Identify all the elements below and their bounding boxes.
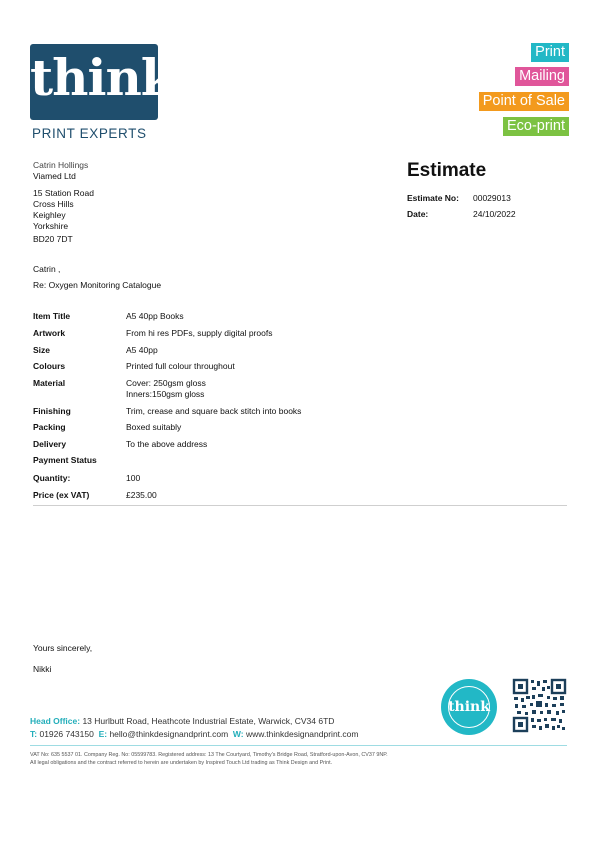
recipient-name: Catrin Hollings — [33, 160, 89, 170]
address-postcode: BD20 7DT — [33, 234, 73, 244]
telephone-number: 01926 743150 — [39, 729, 94, 739]
section-divider — [33, 505, 567, 506]
address-line: Keighley — [33, 210, 66, 220]
detail-value: Boxed suitably — [126, 422, 182, 432]
telephone-label: T: — [30, 729, 38, 739]
detail-label: Packing — [33, 422, 66, 432]
signature: Nikki — [33, 664, 52, 674]
recipient-company: Viamed Ltd — [33, 171, 76, 181]
qr-code — [512, 678, 567, 733]
address-line: Yorkshire — [33, 221, 69, 231]
closing: Yours sincerely, — [33, 643, 93, 653]
badge-wordmark: think — [448, 699, 490, 715]
detail-value: £235.00 — [126, 490, 157, 500]
address-line: Cross Hills — [33, 199, 74, 209]
estimate-date-label: Date: — [407, 209, 429, 219]
logo-subtitle: PRINT EXPERTS — [32, 126, 147, 141]
head-office-address: 13 Hurlbutt Road, Heathcote Industrial Estate, Warwick, CV34 6TD — [82, 716, 335, 726]
detail-label: Payment Status — [33, 455, 97, 465]
website-link[interactable]: www.thinkdesignandprint.com — [246, 729, 359, 739]
detail-label: Artwork — [33, 328, 66, 338]
detail-value: To the above address — [126, 439, 208, 449]
legal-trading-notice: All legal obligations and the contract referred to herein are undertaken by Inspired Touch Ltd trading as Think Design and Print. — [30, 760, 333, 766]
qr-code-icon — [512, 678, 567, 733]
footer-divider — [30, 745, 567, 746]
logo-wordmark: think — [30, 48, 175, 107]
detail-label: Size — [33, 345, 51, 355]
head-office-label: Head Office: — [30, 716, 81, 726]
greeting: Catrin , — [33, 264, 61, 274]
detail-value: A5 40pp Books — [126, 311, 184, 321]
address-line: 15 Station Road — [33, 188, 94, 198]
email-address[interactable]: hello@thinkdesignandprint.com — [109, 729, 229, 739]
service-tag-mailing: Mailing — [515, 67, 569, 86]
detail-label: Colours — [33, 361, 66, 371]
detail-label: Quantity: — [33, 473, 71, 483]
detail-value: Printed full colour throughout — [126, 361, 235, 371]
head-office-line — [30, 716, 334, 726]
legal-registration: VAT No: 635 5537 01. Company Reg. No: 05599783. Registered address: 13 The Courtyard, Timothy's Bridge Road, Stratford-upon-Avon, CV37 9NP. — [30, 752, 388, 758]
detail-value: 100 — [126, 473, 141, 483]
web-label: W: — [232, 729, 244, 739]
detail-label: Delivery — [33, 439, 67, 449]
detail-label: Item Title — [33, 311, 71, 321]
subject-line: Re: Oxygen Monitoring Catalogue — [33, 280, 162, 290]
local-print-partner-badge — [440, 678, 498, 736]
estimate-number-label: Estimate No: — [407, 193, 459, 203]
detail-label: Price (ex VAT) — [33, 490, 90, 500]
service-tag-point-of-sale: Point of Sale — [479, 92, 569, 111]
estimate-number: 00029013 — [473, 193, 511, 203]
detail-value: Inners:150gsm gloss — [126, 389, 205, 399]
estimate-title: Estimate — [407, 160, 487, 181]
service-tag-print: Print — [531, 43, 569, 62]
estimate-date: 24/10/2022 — [473, 209, 516, 219]
detail-value: Cover: 250gsm gloss — [126, 378, 206, 388]
detail-value: From hi res PDFs, supply digital proofs — [126, 328, 273, 338]
detail-label: Finishing — [33, 406, 71, 416]
detail-value: Trim, crease and square back stitch into books — [126, 406, 302, 416]
email-label: E: — [98, 729, 108, 739]
detail-value: A5 40pp — [126, 345, 158, 355]
detail-label: Material — [33, 378, 66, 388]
service-tag-eco-print: Eco-print — [503, 117, 569, 136]
contact-line — [30, 729, 358, 739]
